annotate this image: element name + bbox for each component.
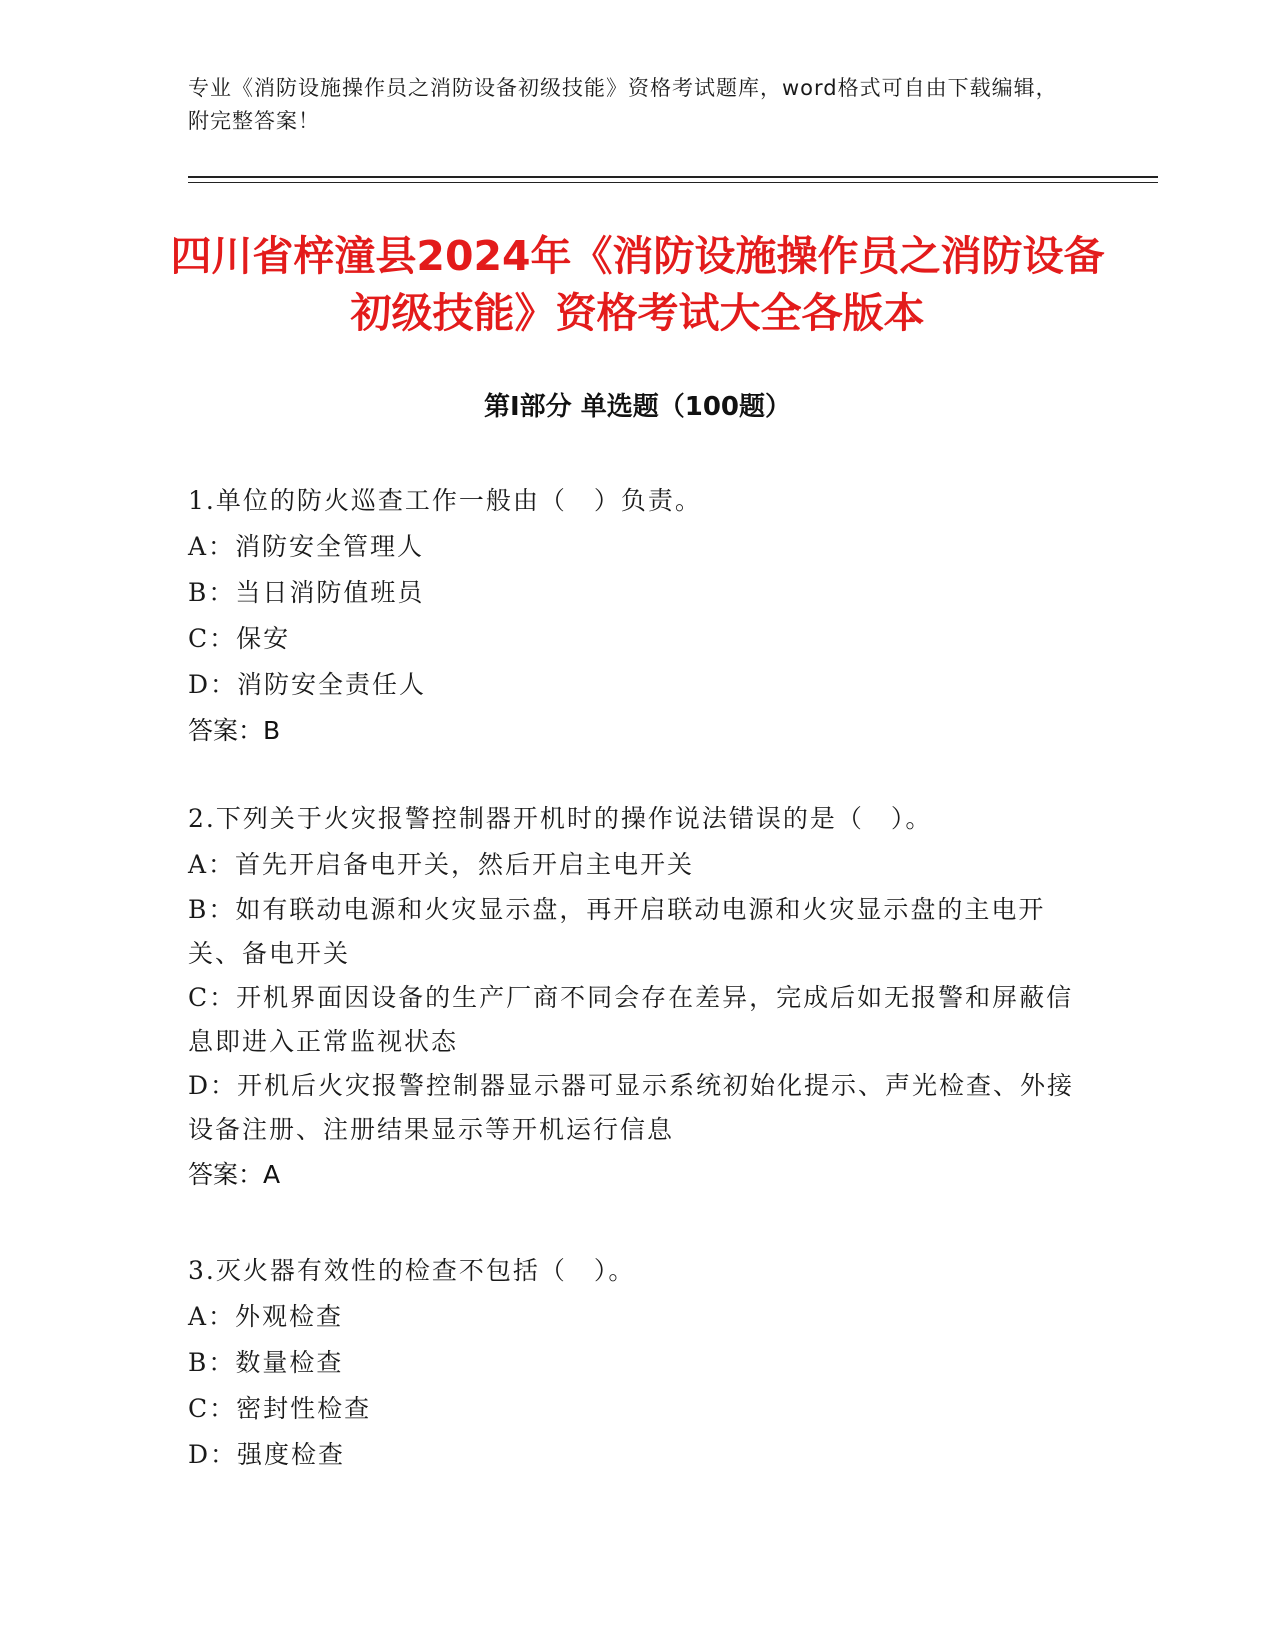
option-d: D：消防安全责任人 [188,670,427,699]
option-b: B：如有联动电源和火灾显示盘，再开启联动电源和火灾显示盘的主电开关、备电开关 [188,895,1046,968]
option-d: D：强度检查 [188,1440,346,1469]
question-2 [188,796,1088,1198]
question-stem: 3.灭火器有效性的检查不包括（ ）。 [188,1256,636,1285]
option-d: D：开机后火灾报警控制器显示器可显示系统初始化提示、声光检查、外接设备注册、注册结果显示等开机运行信息 [188,1071,1075,1144]
option-c: C：密封性检查 [188,1394,372,1423]
question-1 [188,478,1088,754]
option-a: A：首先开启备电开关，然后开启主电开关 [188,850,695,879]
document-title: 四川省梓潼县2024年《消防设施操作员之消防设备初级技能》资格考试大全各版本 [170,232,1105,337]
option-b: B：当日消防值班员 [188,578,425,607]
option-a: A：外观检查 [188,1302,344,1331]
answer-label: 答案：A [188,1160,281,1189]
option-c: C：保安 [188,624,291,653]
answer-label: 答案：B [188,716,281,745]
question-3 [188,1248,1088,1478]
header-divider-thick [188,176,1158,178]
question-stem: 1.单位的防火巡查工作一般由（ ）负责。 [188,486,702,515]
option-c: C：开机界面因设备的生产厂商不同会存在差异，完成后如无报警和屏蔽信息即进入正常监视状态 [188,983,1074,1056]
question-stem: 2.下列关于火灾报警控制器开机时的操作说法错误的是（ ）。 [188,804,933,833]
option-b: B：数量检查 [188,1348,344,1377]
header-note: 专业《消防设施操作员之消防设备初级技能》资格考试题库，word格式可自由下载编辑，附完整答案！ [188,76,1058,133]
header-divider-thin [188,182,1158,183]
option-a: A：消防安全管理人 [188,532,425,561]
section-title: 第Ⅰ部分 单选题（100题） [484,392,791,422]
